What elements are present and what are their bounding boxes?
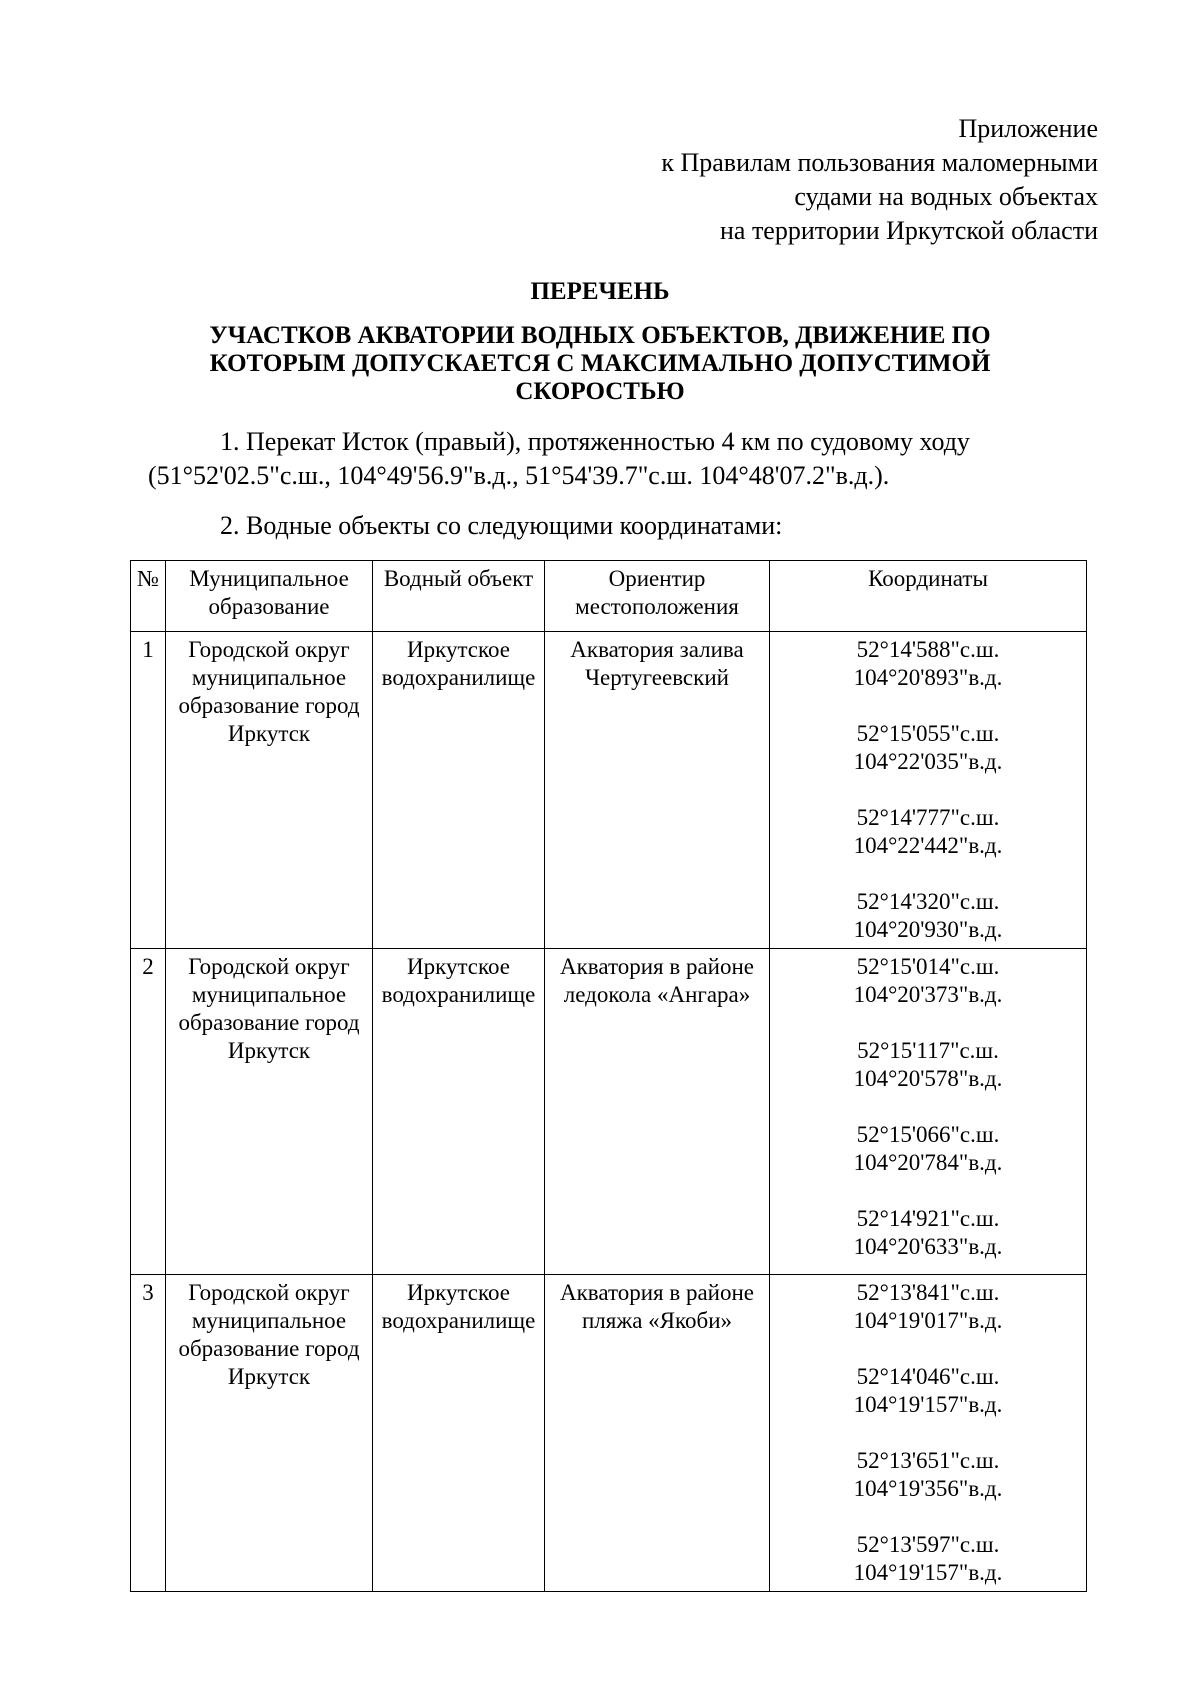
table-row bbox=[131, 632, 1087, 949]
longitude: 104°22'442"в.д. bbox=[853, 833, 1003, 858]
latitude: 52°14'320"с.ш. bbox=[856, 889, 1000, 914]
longitude: 104°20'373"в.д. bbox=[853, 982, 1003, 1007]
coordinate-pair bbox=[773, 720, 1083, 776]
cell-municipality: Городской округ муниципальное образование город Иркутск bbox=[166, 632, 373, 949]
paragraph-1-line-2: (51°52'02.5"с.ш., 104°49'56.9"в.д., 51°54'39.7"с.ш. 104°48'07.2"в.д.). bbox=[148, 461, 890, 490]
latitude: 52°15'014"с.ш. bbox=[856, 954, 1000, 979]
table-header-row bbox=[131, 561, 1087, 632]
longitude: 104°22'035"в.д. bbox=[853, 749, 1003, 774]
cell-num: 2 bbox=[131, 949, 166, 1275]
appendix-line: судами на водных объектах bbox=[794, 182, 1098, 211]
document-subtitle bbox=[130, 322, 1070, 406]
latitude: 52°14'046"с.ш. bbox=[856, 1364, 1000, 1389]
latitude: 52°14'588"с.ш. bbox=[856, 637, 1000, 662]
coordinate-pair bbox=[773, 636, 1083, 692]
cell-municipality: Городской округ муниципальное образование город Иркутск bbox=[166, 1275, 373, 1592]
latitude: 52°13'841"с.ш. bbox=[856, 1280, 1000, 1305]
subtitle-line: СКОРОСТЬЮ bbox=[515, 378, 685, 405]
longitude: 104°20'633"в.д. bbox=[853, 1234, 1003, 1259]
document-title: ПЕРЕЧЕНЬ bbox=[530, 278, 670, 305]
cell-water-body: Иркутское водохранилище bbox=[373, 632, 545, 949]
coordinate-pair bbox=[773, 1037, 1083, 1093]
coordinate-pair bbox=[773, 1121, 1083, 1177]
appendix-header bbox=[661, 112, 1098, 248]
table-row bbox=[131, 1275, 1087, 1592]
coordinate-pair bbox=[773, 804, 1083, 860]
appendix-line: Приложение bbox=[958, 114, 1098, 143]
water-areas-table bbox=[130, 560, 1087, 1592]
header-num: № bbox=[131, 561, 166, 632]
cell-coordinates bbox=[770, 949, 1087, 1275]
cell-coordinates bbox=[770, 632, 1087, 949]
longitude: 104°20'893"в.д. bbox=[853, 665, 1003, 690]
appendix-line: к Правилам пользования маломерными bbox=[661, 148, 1098, 177]
cell-coordinates bbox=[770, 1275, 1087, 1592]
subtitle-line: УЧАСТКОВ АКВАТОРИИ ВОДНЫХ ОБЪЕКТОВ, ДВИЖЕНИЕ ПО bbox=[209, 322, 991, 349]
subtitle-line: КОТОРЫМ ДОПУСКАЕТСЯ С МАКСИМАЛЬНО ДОПУСТИМОЙ bbox=[209, 350, 991, 377]
latitude: 52°13'651"с.ш. bbox=[856, 1448, 1000, 1473]
coordinate-pair bbox=[773, 1279, 1083, 1335]
cell-landmark: Акватория в районе ледокола «Ангара» bbox=[545, 949, 770, 1275]
cell-landmark: Акватория залива Чертугеевский bbox=[545, 632, 770, 949]
cell-num: 1 bbox=[131, 632, 166, 949]
coordinate-pair bbox=[773, 1363, 1083, 1419]
longitude: 104°20'578"в.д. bbox=[853, 1066, 1003, 1091]
coordinate-pair bbox=[773, 1531, 1083, 1587]
latitude: 52°14'777"с.ш. bbox=[856, 805, 1000, 830]
longitude: 104°19'157"в.д. bbox=[853, 1560, 1003, 1585]
longitude: 104°19'356"в.д. bbox=[853, 1476, 1003, 1501]
cell-landmark: Акватория в районе пляжа «Якоби» bbox=[545, 1275, 770, 1592]
coordinate-pair bbox=[773, 1205, 1083, 1261]
coordinate-pair bbox=[773, 953, 1083, 1009]
cell-municipality: Городской округ муниципальное образование город Иркутск bbox=[166, 949, 373, 1275]
coordinate-pair bbox=[773, 1447, 1083, 1503]
latitude: 52°14'921"с.ш. bbox=[856, 1206, 1000, 1231]
longitude: 104°19'017"в.д. bbox=[853, 1308, 1003, 1333]
latitude: 52°15'066"с.ш. bbox=[856, 1122, 1000, 1147]
header-municipality: Муниципальное образование bbox=[166, 561, 373, 632]
cell-water-body: Иркутское водохранилище bbox=[373, 949, 545, 1275]
header-coordinates: Координаты bbox=[770, 561, 1087, 632]
appendix-line: на территории Иркутской области bbox=[719, 216, 1098, 245]
cell-num: 3 bbox=[131, 1275, 166, 1592]
header-landmark: Ориентир местоположения bbox=[545, 561, 770, 632]
latitude: 52°13'597"с.ш. bbox=[856, 1532, 1000, 1557]
paragraph-1-line-1: 1. Перекат Исток (правый), протяженностью 4 км по судовому ходу bbox=[220, 427, 970, 456]
longitude: 104°19'157"в.д. bbox=[853, 1392, 1003, 1417]
latitude: 52°15'055"с.ш. bbox=[856, 721, 1000, 746]
latitude: 52°15'117"с.ш. bbox=[857, 1038, 999, 1063]
coordinate-pair bbox=[773, 888, 1083, 944]
longitude: 104°20'784"в.д. bbox=[853, 1150, 1003, 1175]
longitude: 104°20'930"в.д. bbox=[853, 917, 1003, 942]
cell-water-body: Иркутское водохранилище bbox=[373, 1275, 545, 1592]
header-water-body: Водный объект bbox=[373, 561, 545, 632]
paragraph-2: 2. Водные объекты со следующими координатами: bbox=[220, 511, 783, 540]
table-row bbox=[131, 949, 1087, 1275]
